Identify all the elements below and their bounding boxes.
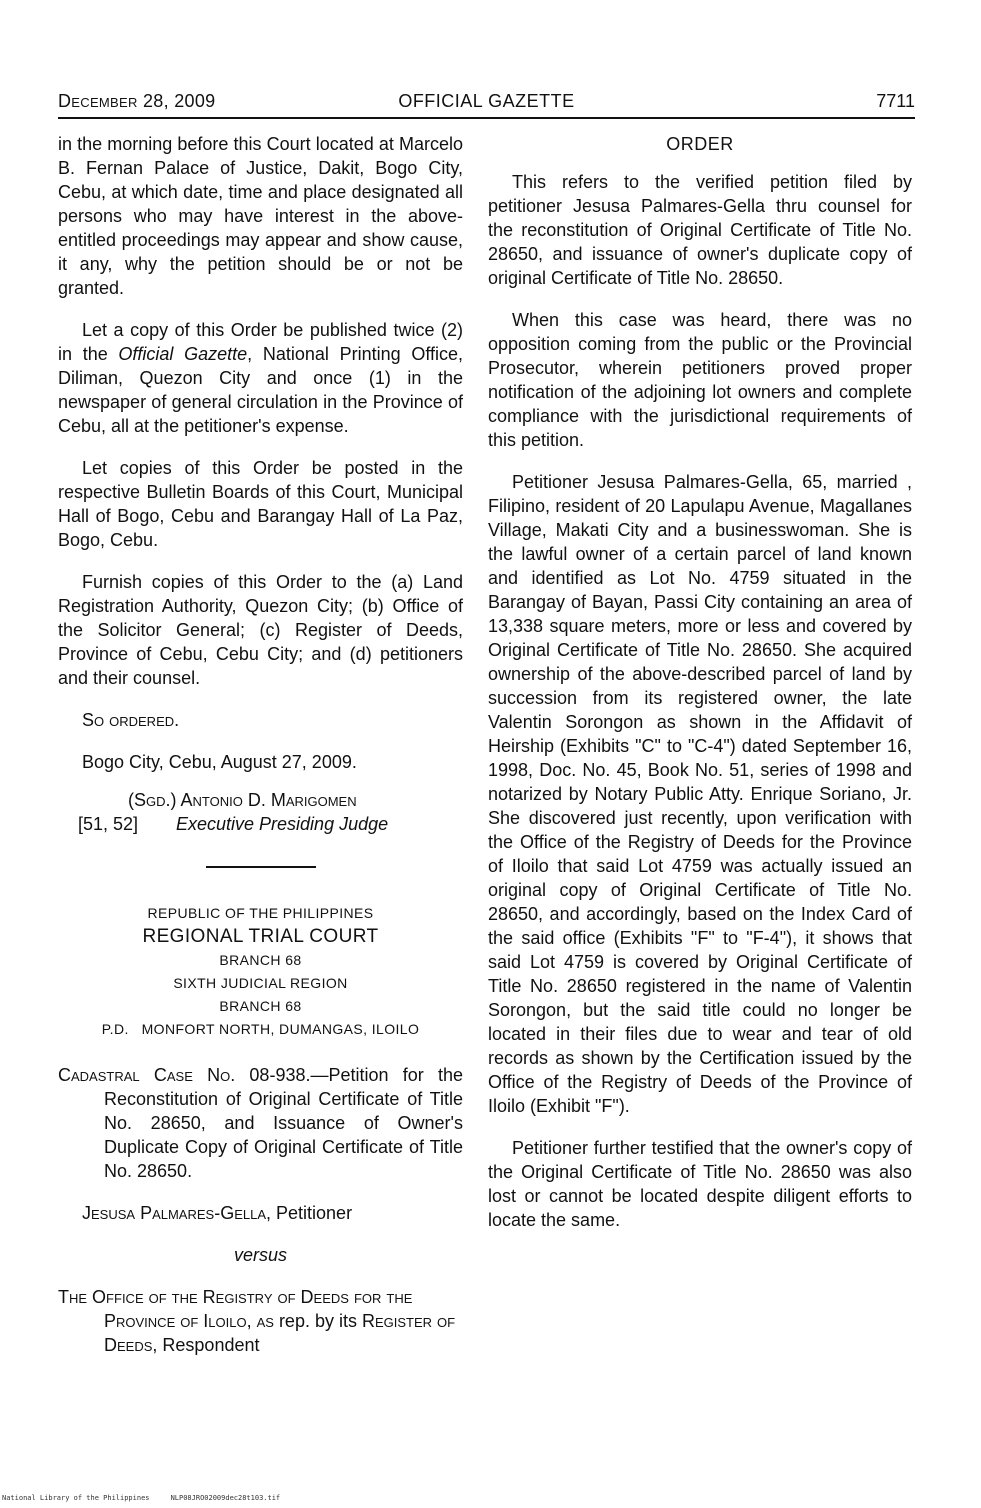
left-paragraph-4: Furnish copies of this Order to the (a) Land Registration Authority, Quezon City; (b) Office of the Solicitor General; (c) Register of Deeds, Province of Cebu, Cebu City; and (d) petitioners and their counsel. xyxy=(58,572,463,688)
publication-title: OFFICIAL GAZETTE xyxy=(398,91,575,111)
right-paragraph-3: Petitioner Jesusa Palmares-Gella, 65, married , Filipino, resident of 20 Lapulapu Avenue, Magallanes Village, Makati City and a businesswoman. She is the lawful owner of a certain parcel of land known and identified as Lot No. 4759 situated in the Barangay of Bayan, Passi City containing an area of 13,338 square meters, more or less and covered by Original Certificate of Title No. 28650. She acquired ownership of the above-described parcel of land by succession from its registered owner, the late Valentin Sorongon as shown in the Affidavit of Heirship (Exhibits "C" to "C-4") dated September 16, 1998, Doc. No. 45, Book No. 51, series of 1998 and notarized by Notary Public Atty. Enrique Soriano, Jr. She discovered just recently, upon verification with the Office of the Registry of Deeds for the Province of Iloilo that said Lot 4759 was actually issued an original copy of Original Certificate of Title No. 28650, and accordingly, based on the Index Card of the said office (Exhibits "F" to "F-4"), it shows that said Lot 4759 is covered by Original Certificate of Title No. 28650 registered in the name of Valentin Sorongon, but the said title could no longer be located in their files due to wear and tear of old records as shown by the Certification issued by the Office of the Registry of Deeds of the Province of Iloilo (Exhibit "F"). xyxy=(488,472,912,1116)
case-caption xyxy=(58,1063,463,1183)
case-caption-label: Cadastral Case No. 08-938. xyxy=(58,1065,311,1085)
court-heading xyxy=(58,902,463,1041)
right-paragraph-4: Petitioner further testified that the owner's copy of the Original Certificate of Title No. 28650 was also lost or cannot be located despite diligent efforts to locate the same. xyxy=(488,1138,912,1230)
left-paragraph-3: Let copies of this Order be posted in the respective Bulletin Boards of this Court, Municipal Hall of Bogo, Cebu and Barangay Hall of La Paz, Bogo, Cebu. xyxy=(58,458,463,550)
right-column xyxy=(488,132,912,1232)
page-number: 7711 xyxy=(876,91,915,111)
court-region: SIXTH JUDICIAL REGION xyxy=(173,975,348,991)
signer-row xyxy=(58,812,463,836)
respondent-line xyxy=(58,1285,463,1357)
right-paragraph-2: When this case was heard, there was no opposition coming from the public or the Provincial Prosecutor, wherein petitioners proved proper notification of the adjoining lot owners and complete compliance with the jurisdictional requirements of this petition. xyxy=(488,310,912,450)
left-paragraph-1: in the morning before this Court located at Marcelo B. Fernan Palace of Justice, Dakit, Bogo City, Cebu, at which date, time and place designated all persons who may have interest in the above-entitled proceedings may appear and show cause, it any, why the petition should be or not be granted. xyxy=(58,134,463,298)
scan-footer: National Library of the Philippines NLP08JRO02009dec28t103.tif xyxy=(2,1494,281,1502)
left-column xyxy=(58,132,463,1357)
signature-block xyxy=(58,788,463,812)
petitioner-line xyxy=(58,1201,463,1225)
case-caption-text: —Petition for the Reconstitution of Original Certificate of Title No. 28650, and Issuance of Owner's Duplicate Copy of Original Certificate of Title No. 28650. xyxy=(104,1065,463,1181)
section-divider xyxy=(206,866,316,868)
reference-numbers: [51, 52] xyxy=(78,814,139,834)
court-branch: BRANCH 68 xyxy=(219,952,302,968)
petitioner-label: , Petitioner xyxy=(266,1203,353,1223)
official-gazette-ref: Official Gazette xyxy=(118,344,248,364)
page-header xyxy=(58,88,915,114)
so-ordered: So ordered. xyxy=(82,710,180,730)
versus: versus xyxy=(233,1245,287,1265)
p2-text-before: Let a copy of this Order be published twice (2) in the xyxy=(58,320,463,364)
p2-text-after: , National Printing Office, Diliman, Quezon City and once (1) in the newspaper of general circulation in the Province of Cebu, all at the petitioner's expense. xyxy=(58,344,464,436)
petitioner-name: Jesusa Palmares-Gella xyxy=(82,1203,267,1223)
court-republic: REPUBLIC OF THE PHILIPPINES xyxy=(147,905,374,921)
order-title: ORDER xyxy=(666,134,734,154)
right-paragraph-1: This refers to the verified petition filed by petitioner Jesusa Palmares-Gella thru counsel for the reconstitution of Original Certificate of Title No. 28650, and issuance of owner's duplicate copy of original Certificate of Title No. 28650. xyxy=(488,172,912,288)
court-branch-2: BRANCH 68 xyxy=(219,998,302,1014)
signer-role: Executive Presiding Judge xyxy=(176,814,389,834)
signature: (Sgd.) Antonio D. Marigomen xyxy=(128,790,357,810)
place-date: Bogo City, Cebu, August 27, 2009. xyxy=(82,752,357,772)
left-paragraph-2 xyxy=(58,318,463,438)
header-rule xyxy=(58,117,915,119)
court-name: REGIONAL TRIAL COURT xyxy=(142,926,379,947)
court-address: P.D. MONFORT NORTH, DUMANGAS, ILOILO xyxy=(101,1021,420,1037)
respondent-register: Register of Deeds xyxy=(104,1311,456,1355)
respondent-caps: The Office of the Registry of Deeds for the Province of Iloilo, as xyxy=(58,1287,413,1331)
issue-date: December 28, 2009 xyxy=(58,91,216,111)
respondent-label: , Respondent xyxy=(152,1335,260,1355)
respondent-mid: rep. by its xyxy=(273,1311,362,1331)
